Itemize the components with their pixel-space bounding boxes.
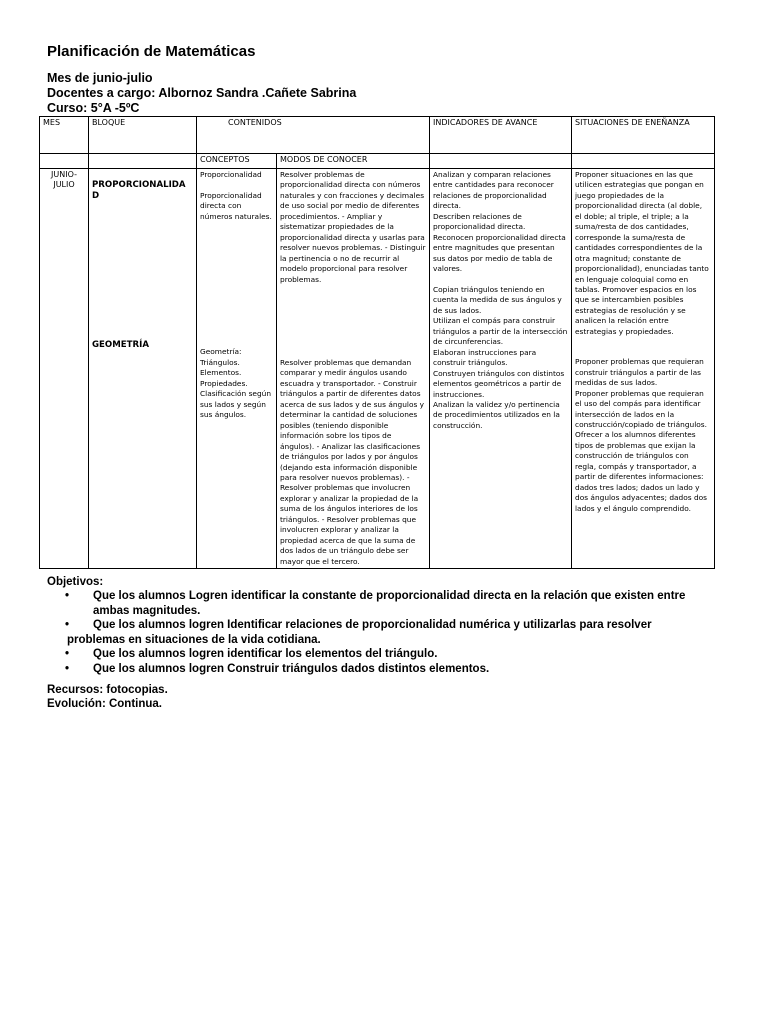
bloque-proporcionalidad bbox=[92, 180, 193, 202]
modo-1: Resolver problemas de proporcionalidad directa con números naturales y con fracciones y decimales de uso social por medio de diferentes procedimientos. - Ampliar y sistematizar propiedades de la proporcionalidad directa y usarlas para resolver nuevos problemas. - Distinguir la pertinencia o no de recurrir al modelo proporcional para resolver problemas. bbox=[280, 170, 426, 284]
header-contenidos bbox=[197, 117, 430, 154]
document-title: Planificación de Matemáticas bbox=[47, 43, 256, 60]
table-subheader-row bbox=[40, 154, 715, 169]
header-contenidos-label: CONTENIDOS bbox=[228, 118, 282, 127]
course-line: Curso: 5°A -5ºC bbox=[47, 101, 140, 115]
mes-value-line2: JULIO bbox=[53, 180, 75, 189]
month-line: Mes de junio-julio bbox=[47, 71, 153, 85]
cell-situaciones bbox=[572, 169, 715, 569]
concepto-3: Geometría: Triángulos. Elementos. Propiedades. Clasificación según sus lados y según sus ángulos. bbox=[200, 347, 272, 419]
planning-table bbox=[39, 116, 715, 569]
bullet-icon: • bbox=[65, 590, 70, 602]
indicador-6: Elaboran instrucciones para construir triángulos. bbox=[433, 347, 537, 368]
subheader-empty-4 bbox=[572, 154, 715, 169]
objective-4: Que los alumnos logren Construir triángulos dados distintos elementos. bbox=[93, 662, 490, 675]
subheader-empty-2 bbox=[89, 154, 197, 169]
objectives-list bbox=[65, 589, 725, 676]
header-indicadores: INDICADORES DE AVANCE bbox=[430, 117, 572, 154]
header-mes: MES bbox=[40, 117, 89, 154]
cell-conceptos bbox=[197, 169, 277, 569]
bloque-line1: PROPORCIONALIDA bbox=[92, 180, 186, 190]
objective-2-line2: problemas en situaciones de la vida cotidiana. bbox=[67, 633, 321, 646]
modo-2: Resolver problemas que demandan comparar y medir ángulos usando escuadra y transportador. - Construir triángulos a partir de diferentes datos acerca de sus lados y de sus ángulos y determinar la cantidad de soluciones posibles (teniendo disponible información sobre los tipos de ángulos). - Analizar las clasificaciones de triángulos por lados y por ángulos (dejando esta información disponible para resolver nuevos problemas). - Resolver problemas que involucren explorar y analizar la propiedad de la suma de los ángulos interiores de los triángulos. - Resolver problemas que involucren explorar y analizar la propiedad acerca de que la suma de dos lados de un triángulo debe ser mayor que el tercero. bbox=[280, 357, 425, 566]
indicador-3: Reconocen proporcionalidad directa entre magnitudes que presentan sus datos por medio de tabla de valores. bbox=[433, 232, 566, 274]
table-header-row bbox=[40, 117, 715, 154]
situacion-3: Proponer problemas que requieran el uso del compás para identificar intersección de lados en la construcción/copiado de triángulos. bbox=[575, 388, 707, 429]
situacion-1: Proponer situaciones en las que utilicen estrategias que pongan en juego propiedades de la proporcionalidad directa (al doble, el doble; al triple, el triple; a la suma/resta de dos cantidades, corresponde la suma/resta de cantidades correspondientes de la otra magnitud; constante de proporcionalidad), enunciadas tanto en lenguaje coloquial como en tablas. Promover espacios en los que se intercambien posibles estrategias de resolución y se analicen la relación entre estrategias y propiedades. bbox=[575, 170, 709, 336]
header-situaciones: SITUACIONES DE ENEÑANZA bbox=[572, 117, 715, 154]
cell-modos bbox=[277, 169, 430, 569]
resources-line: Recursos: fotocopias. bbox=[47, 684, 168, 696]
subheader-conceptos: CONCEPTOS bbox=[197, 154, 277, 169]
bullet-icon: • bbox=[65, 619, 70, 631]
list-item bbox=[65, 647, 725, 662]
subheader-modos: MODOS DE CONOCER bbox=[277, 154, 430, 169]
situacion-2: Proponer problemas que requieran construir triángulos a partir de las medidas de sus lados. bbox=[575, 357, 704, 388]
bloque-line2: D bbox=[92, 191, 100, 201]
mes-value-line1: JUNIO- bbox=[51, 170, 77, 179]
subheader-empty-3 bbox=[430, 154, 572, 169]
indicador-8: Analizan la validez y/o pertinencia de procedimientos utilizados en la construcción. bbox=[433, 399, 560, 430]
indicador-4: Copian triángulos teniendo en cuenta la medida de sus ángulos y de sus lados. bbox=[433, 284, 562, 315]
situacion-4: Ofrecer a los alumnos diferentes tipos de problemas que exijan la construcción de triángulos con regla, compás y transportador, a partir de diferentes informaciones: dados tres lados; dados un lado y dos ángulos adyacentes; dados dos lados y el ángulo comprendido. bbox=[575, 430, 708, 513]
cell-bloque bbox=[89, 169, 197, 569]
list-item bbox=[65, 618, 725, 647]
bullet-icon: • bbox=[65, 648, 70, 660]
indicador-2: Describen relaciones de proporcionalidad directa. bbox=[433, 211, 526, 232]
list-item bbox=[65, 662, 725, 677]
teachers-line: Docentes a cargo: Albornoz Sandra .Cañete Sabrina bbox=[47, 86, 357, 100]
concepto-2: Proporcionalidad directa con números naturales. bbox=[200, 190, 272, 221]
indicador-7: Construyen triángulos con distintos elementos geométricos a partir de instrucciones. bbox=[433, 368, 565, 399]
cell-mes bbox=[40, 169, 89, 569]
objective-1-line2: ambas magnitudes. bbox=[93, 604, 201, 617]
subheader-empty-1 bbox=[40, 154, 89, 169]
bullet-icon: • bbox=[65, 662, 70, 675]
bloque-geometria: GEOMETRÍA bbox=[92, 340, 149, 350]
indicador-1: Analizan y comparan relaciones entre cantidades para reconocer relaciones de proporcionalidad directa. bbox=[433, 170, 554, 211]
table-body-row bbox=[40, 169, 715, 569]
objectives-title: Objetivos: bbox=[47, 576, 104, 588]
evaluation-line: Evolución: Continua. bbox=[47, 698, 162, 710]
cell-indicadores bbox=[430, 169, 572, 569]
concepto-1: Proporcionalidad bbox=[200, 170, 262, 179]
list-item bbox=[65, 589, 725, 618]
objective-3: Que los alumnos logren identificar los elementos del triángulo. bbox=[93, 648, 438, 660]
objective-2-line1: Que los alumnos logren Identificar relaciones de proporcionalidad numérica y utilizarlas para resolver bbox=[93, 619, 652, 631]
header-bloque: BLOQUE bbox=[89, 117, 197, 154]
indicador-5: Utilizan el compás para construir triángulos a partir de la intersección de circunferencias. bbox=[433, 316, 568, 347]
objective-1-line1: Que los alumnos Logren identificar la constante de proporcionalidad directa en la relación que existen entre bbox=[93, 590, 686, 602]
